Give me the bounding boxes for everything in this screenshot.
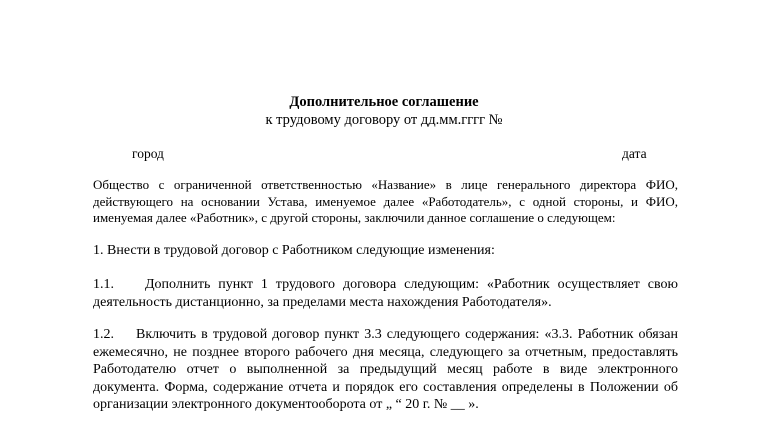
- city-label: город: [132, 146, 164, 161]
- item-1-1-text: Дополнить пункт 1 трудового договора следующим: «Работник осуществляет свою деятельность дистанционно, за пределами места нахождения Работодателя».: [93, 277, 678, 310]
- item-1-1-number: 1.1.: [93, 277, 114, 292]
- item-1-paragraph: 1. Внести в трудовой договор с Работником следующие изменения:: [93, 243, 495, 258]
- document-subtitle: к трудовому договору от дд.мм.гггг №: [265, 112, 503, 128]
- item-1-2-paragraph: [93, 326, 678, 414]
- date-label: дата: [622, 146, 647, 161]
- item-1-2-number: 1.2.: [93, 327, 114, 342]
- intro-paragraph: Общество с ограниченной ответственностью «Название» в лице генерального директора ФИО, действующего на основании Устава, именуемое далее «Работодатель», с одной стороны, и ФИО, именуемая далее «Работник», с другой стороны, заключили данное соглашение о следующем:: [93, 177, 678, 225]
- document-title: Дополнительное соглашение: [289, 94, 479, 110]
- item-1-2-text: Включить в трудовой договор пункт 3.3 следующего содержания: «3.3. Работник обязан ежемесячно, не позднее второго рабочего дня месяца, следующего за отчетным, предоставлять Работодателю отчет о выполненной за предыдущий месяц работе в виде электронного документа. Форма, содержание отчета и порядок его составления определены в Положении об организации электронного документооборота от „ “ 20 г. № __ ».: [93, 327, 678, 413]
- item-1-1-paragraph: [93, 276, 678, 312]
